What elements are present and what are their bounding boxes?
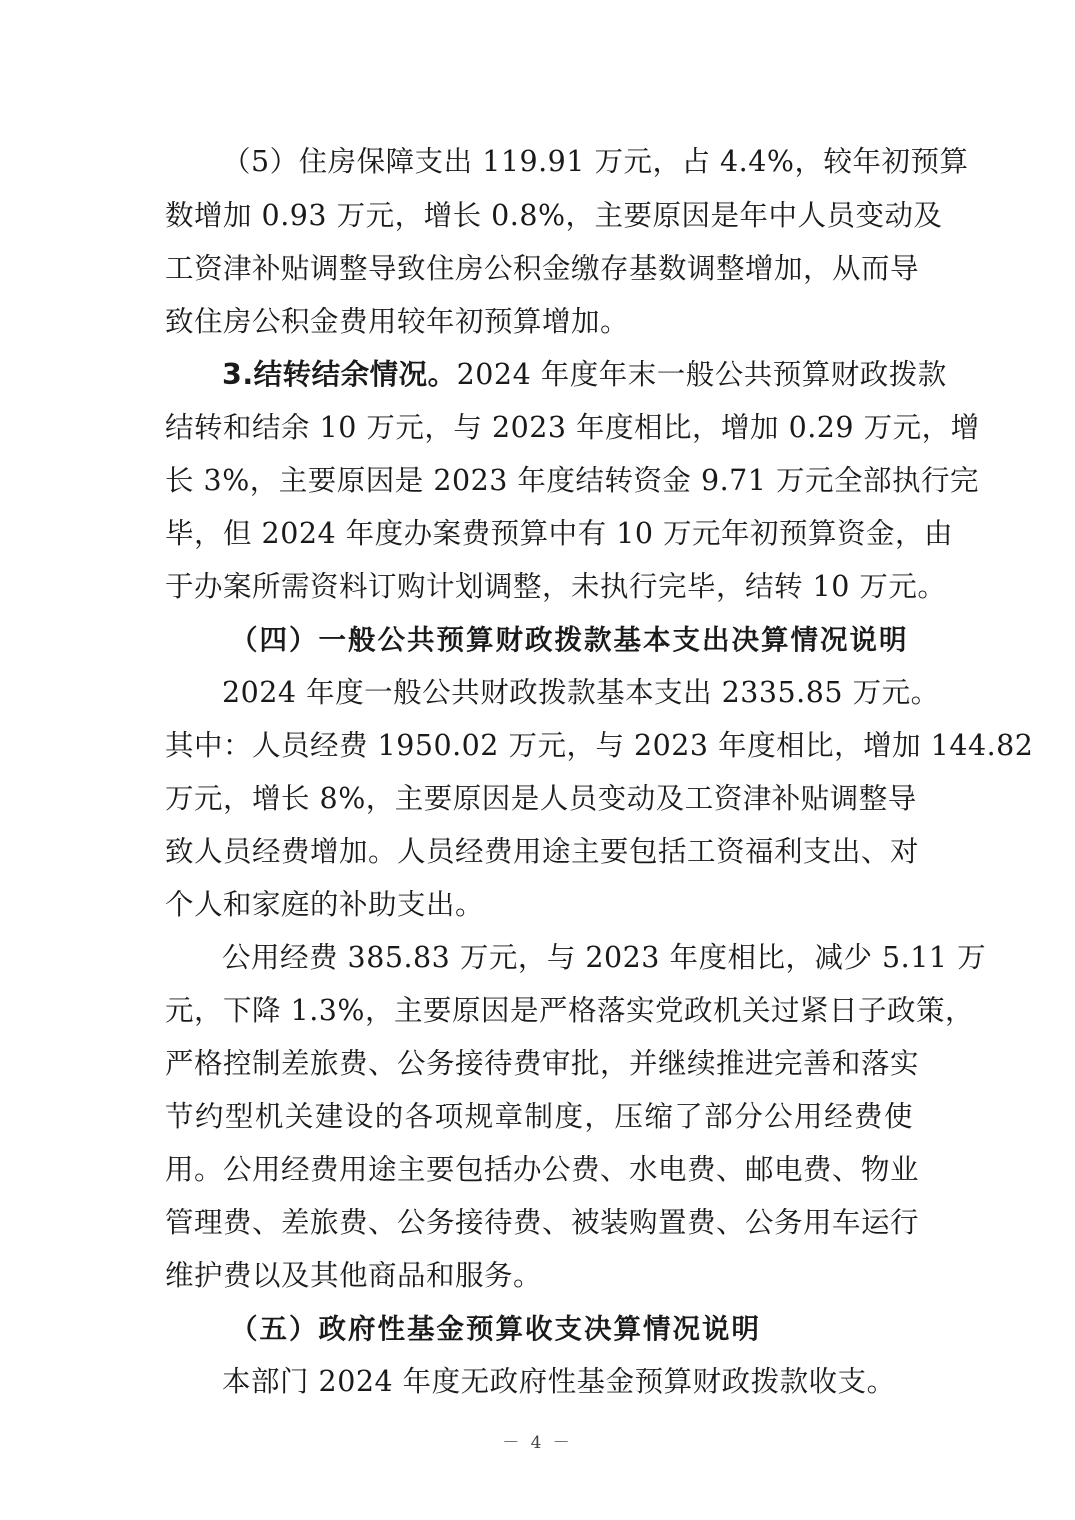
paragraph-line: 维护费以及其他商品和服务。 xyxy=(165,1259,543,1292)
section-heading: （四）一般公共预算财政拨款基本支出决算情况说明 xyxy=(230,624,909,656)
paragraph-line: 毕，但 2024 年度办案费预算中有 10 万元年初预算资金，由 xyxy=(165,517,954,550)
paragraph-line: （5）住房保障支出 119.91 万元，占 4.4%，较年初预算 xyxy=(222,145,969,178)
paragraph-text: 2024 年度年末一般公共预算财政拨款 xyxy=(456,358,947,391)
paragraph-line: 本部门 2024 年度无政府性基金预算财政拨款收支。 xyxy=(222,1365,896,1398)
paragraph-line: 致住房公积金费用较年初预算增加。 xyxy=(165,305,630,338)
paragraph-line: 万元，增长 8%，主要原因是人员变动及工资津补贴调整导 xyxy=(165,782,917,815)
section-heading: （五）政府性基金预算收支决算情况说明 xyxy=(230,1313,761,1345)
paragraph-line: 工资津补贴调整导致住房公积金缴存基数调整增加，从而导 xyxy=(165,252,920,285)
paragraph-line: 其中：人员经费 1950.02 万元，与 2023 年度相比，增加 144.82 xyxy=(165,729,1034,762)
paragraph-line: 严格控制差旅费、公务接待费审批，并继续推进完善和落实 xyxy=(165,1047,920,1080)
section-lead: 3.结转结余情况。 xyxy=(222,358,457,391)
paragraph-line: 用。公用经费用途主要包括办公费、水电费、邮电费、物业 xyxy=(165,1153,920,1186)
paragraph-line: 致人员经费增加。人员经费用途主要包括工资福利支出、对 xyxy=(165,835,920,868)
paragraph-line: 节约型机关建设的各项规章制度，压缩了部分公用经费使 xyxy=(165,1100,913,1133)
paragraph-line: 数增加 0.93 万元，增长 0.8%，主要原因是年中人员变动及 xyxy=(165,199,943,232)
paragraph-line: 个人和家庭的补助支出。 xyxy=(165,888,485,921)
paragraph-line: 元，下降 1.3%，主要原因是严格落实党政机关过紧日子政策， xyxy=(165,994,974,1027)
paragraph-line: 公用经费 385.83 万元，与 2023 年度相比，减少 5.11 万 xyxy=(222,941,987,974)
paragraph-line: 2024 年度一般公共财政拨款基本支出 2335.85 万元。 xyxy=(222,676,940,709)
paragraph-line: 结转和结余 10 万元，与 2023 年度相比，增加 0.29 万元，增 xyxy=(165,411,980,444)
paragraph-line: 管理费、差旅费、公务接待费、被装购置费、公务用车运行 xyxy=(165,1206,920,1239)
paragraph-line xyxy=(222,355,947,395)
paragraph-line: 长 3%，主要原因是 2023 年度结转资金 9.71 万元全部执行完 xyxy=(165,464,979,497)
paragraph-line: 于办案所需资料订购计划调整，未执行完毕，结转 10 万元。 xyxy=(165,570,947,603)
page-number: － 4 － xyxy=(502,1433,573,1453)
